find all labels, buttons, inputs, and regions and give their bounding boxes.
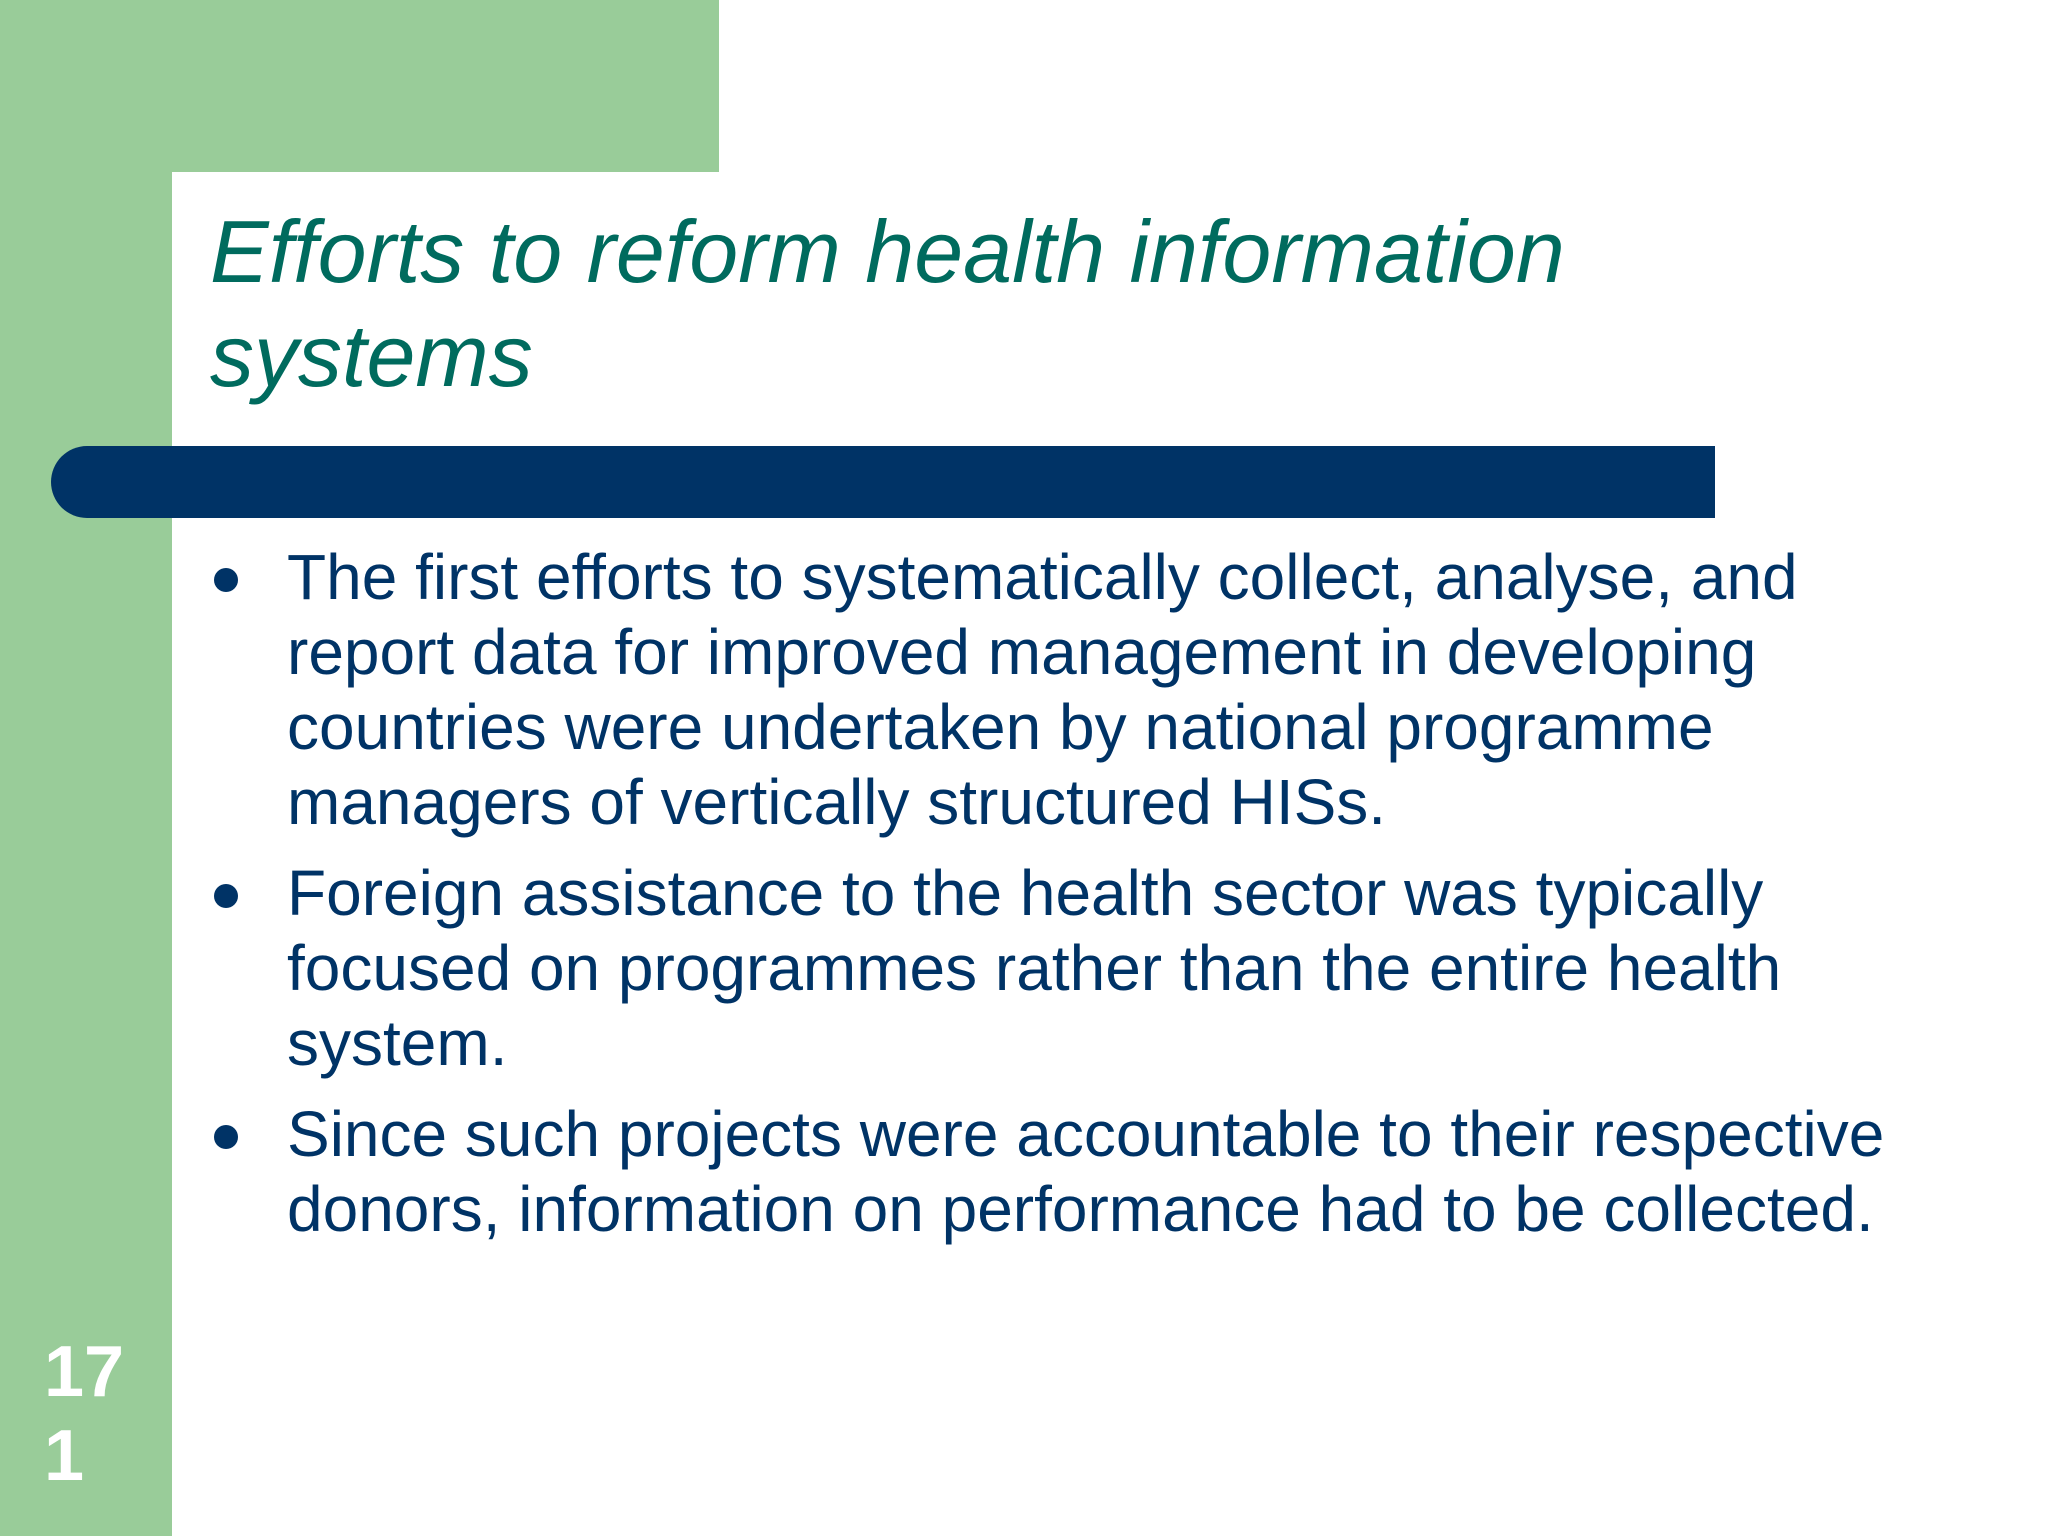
slide-title: Efforts to reform health information systems (210, 202, 1565, 405)
title-divider-bar (51, 446, 1715, 518)
bullet-item (210, 1097, 1910, 1247)
bullet-text: Foreign assistance to the health sector was typically focused on programmes rather than the entire health system. (287, 857, 1782, 1079)
bullet-list (210, 540, 1910, 1263)
bullet-text: Since such projects were accountable to their respective donors, information on performance had to be collected. (287, 1098, 1885, 1245)
slide-number: 171 (44, 1332, 125, 1496)
bullet-item (210, 540, 1910, 840)
green-side-band (0, 0, 172, 1536)
bullet-dot-icon (214, 1125, 238, 1149)
bullet-item (210, 856, 1910, 1081)
green-top-band (0, 0, 719, 172)
bullet-text: The first efforts to systematically collect, analyse, and report data for improved management in developing countries were undertaken by national programme managers of vertically structured HISs. (287, 541, 1798, 838)
bullet-dot-icon (214, 884, 238, 908)
bullet-dot-icon (214, 568, 238, 592)
